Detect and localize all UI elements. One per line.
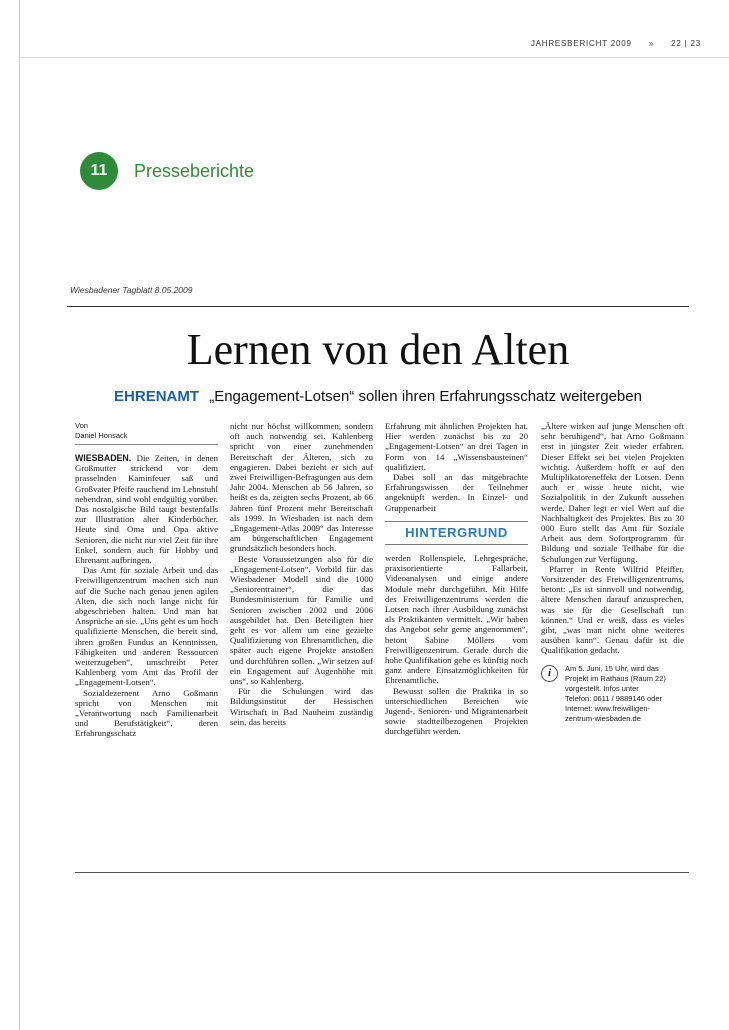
info-line: vorgestellt. Infos unter xyxy=(565,683,639,693)
byline-rule xyxy=(75,444,218,445)
info-icon: i xyxy=(541,665,558,682)
article-column-4 xyxy=(541,421,684,871)
article-subheadline-row xyxy=(67,388,689,405)
info-line: Telefon: 0611 / 9889146 oder xyxy=(565,693,663,703)
info-line: Internet: www.freiwilligen- xyxy=(565,703,651,713)
paragraph: werden Rollenspiele, Lehrgespräche, praxisorientierte Fallarbeit, Videoanalysen und einige andere Module mehr durchgeführt. Mit Hilfe des Freiwilligenzentrums werden die Lotsen nach ihrer Ausbildung zunächst als Praktikanten vermittelt. „Wir haben das Angebot sehr gerne angenommen“, betont Sabine Möllers vom Freiwilligenzentrum. Gerade durch die hohe Qualifikation gebe es künftig noch ganz andere Einsatzmöglichkeiten für Ehrenamtliche. xyxy=(385,553,528,686)
article-column-2 xyxy=(230,421,373,871)
paragraph: Erfahrung mit ähnlichen Projekten hat. Hier werden zunächst bis zu 20 „Engagement-Lotsen“ an drei Tagen in Form von 14 „Wissensbausteinen“ qualifiziert. xyxy=(385,421,528,472)
paragraph: Das Amt für soziale Arbeit und das Freiwilligenzentrum machen sich nun auf die Suche nach genau jenen agilen Alten, die sich noch lange nicht für abgeschrieben halten. Und man hat Ansprüche an sie. „Uns geht es um hoch qualifizierte Menschen, die bereit sind, ihren großen Fundus an Kenntnissen, Fähigkeiten und anderen Ressourcen weiterzugeben“, umschreibt Peter Kahlenberg vom Amt das Profil der „Engagement-Lotsen“. xyxy=(75,565,218,688)
paragraph: Sozialdezernent Arno Goßmann spricht von Menschen mit „Verantwortung nach Familienarbeit und Berufstätigkeit“, deren Erfahrungsschatz xyxy=(75,687,218,739)
header-separator: » xyxy=(648,39,655,48)
page-edge xyxy=(19,0,20,1030)
info-line: Projekt im Rathaus (Raum 22) xyxy=(565,673,666,683)
newspaper-clipping xyxy=(67,306,689,874)
paragraph: nicht nur höchst willkommen, sondern oft auch notwendig sei. Kahlenberg spricht von einer zunehmenden Bereitschaft der Älteren, sich zu engagieren. Dabei bezieht er sich auf zwei Freiwilligen-Befragungen aus dem Jahr 2004. Menschen ab 56 Jahren, so heißt es da, zeigten sechs Prozent, ab 66 Jahren fünf Prozent mehr Bereitschaft als 1999. In Wiesbaden ist nach dem „Engagement-Atlas 2009“ das Interesse am bürgerschaftlichen Engagement grundsätzlich besonders hoch. xyxy=(230,421,373,554)
section-heading xyxy=(80,152,254,190)
article-subheadline: „Engagement-Lotsen“ sollen ihren Erfahrungsschatz weitergeben xyxy=(209,388,642,405)
byline xyxy=(75,421,218,440)
info-line: zentrum-wiesbaden.de xyxy=(565,713,641,723)
byline-author: Daniel Honsack xyxy=(75,430,128,440)
info-box xyxy=(541,664,684,724)
article-column-1 xyxy=(75,421,218,871)
clipping-top-rule xyxy=(67,306,689,307)
paragraph: Beste Voraussetzungen also für die „Engagement-Lotsen“. Vorbild für das Wiesbadener Modell sind die 1000 „Seniorentrainer“, die das Bundesministerium für Familie und Senioren zwischen 2002 und 2006 ausgebildet hat. Den Beteiligten hier geht es vor allem um eine gezielte Qualifizierung von Ehrenamtlichen, die später auch eigene Projekte anstoßen und durchführen sollen. „Wir setzen auf ein Engagement auf Augenhöhe mit uns“, so Kahlenberg. xyxy=(230,553,373,687)
article-headline: Lernen von den Alten xyxy=(186,325,570,374)
article-kicker: EHRENAMT xyxy=(114,388,200,405)
info-line: Am 5. Juni, 15 Uhr, wird das xyxy=(565,663,659,673)
paragraph: Pfarrer in Rente Wilfrid Pfeiffer, Vorsitzender des Freiwilligenzentrums, betont: „Es ist sinnvoll und notwendig, ältere Menschen darauf anzusprechen, was sie für die Gesellschaft tun können.“ Und er weiß, dass es vieles gibt, „was man nicht ohne weiteres ausüben kann“. Genau dafür ist die Qualifikation gedacht. xyxy=(541,563,684,656)
paragraph: Für die Schulungen wird das Bildungsinstitut der Hessischen Wirtschaft in Bad Nauheim zuständig sein, das bereits xyxy=(230,686,373,727)
section-number-badge: 11 xyxy=(80,152,118,190)
article-column-3 xyxy=(385,421,528,871)
section-title: Presseberichte xyxy=(134,160,255,181)
page-header xyxy=(531,39,701,48)
paragraph: „Ältere wirken auf junge Menschen oft sehr beruhigend“, hat Arno Goßmann erst in jüngster Zeit wieder erfahren. Dieser Effekt sei bei vielen Projekten wichtig. Außerdem hofft er auf den Multiplikatoreneffekt der Lotsen. Denn auch er wisse heute nicht, wie Sozialpolitik in der Zukunft aussehen werde. Daher legt er viel Wert auf die Nachhaltigkeit des Projektes. Bis zu 30 000 Euro stellt das Amt für Soziale Arbeit aus dem Sofortprogramm für Bildung und soziale Teilhabe für die Schulungen zur Verfügung. xyxy=(541,421,684,564)
paragraph: Bewusst sollen die Praktika in so unterschiedlichen Bereichen wie Jugend-, Senioren- und Migrantenarbeit sowie stadtteilbezogenen Projekten durchgeführt werden. xyxy=(385,685,528,737)
header-rule xyxy=(20,57,729,58)
report-title: JAHRESBERICHT 2009 xyxy=(530,39,632,48)
byline-label: Von xyxy=(75,421,88,430)
info-text xyxy=(565,664,666,724)
background-box-title: HINTERGRUND xyxy=(385,521,528,545)
dateline: WIESBADEN. xyxy=(75,453,132,463)
source-caption: Wiesbadener Tagblatt 8.05.2009 xyxy=(70,285,193,295)
paragraph xyxy=(75,453,218,565)
clipping-bottom-rule xyxy=(75,872,689,873)
paragraph-text: Die Zeiten, in denen Großmutter strickend vor dem prasselnden Kaminfeuer saß und Großvater Pfeife rauchend im Lehnstuhl nebendran, sind wohl endgültig vorüber. Das nostalgische Bild taugt bestenfalls zur Illustration alter Kinderbücher. Heute sind Oma und Opa aktive Senioren, die nicht nur viel Zeit für ihre Enkel, sondern auch für Hobby und Ehrenamt aufbringen. xyxy=(75,453,218,566)
page-number: 22 | 23 xyxy=(671,39,701,48)
paragraph: Dabei soll an das mitgebrachte Erfahrungswissen der Teilnehmer angeknüpft werden. In Einzel- und Gruppenarbeit xyxy=(385,472,528,513)
